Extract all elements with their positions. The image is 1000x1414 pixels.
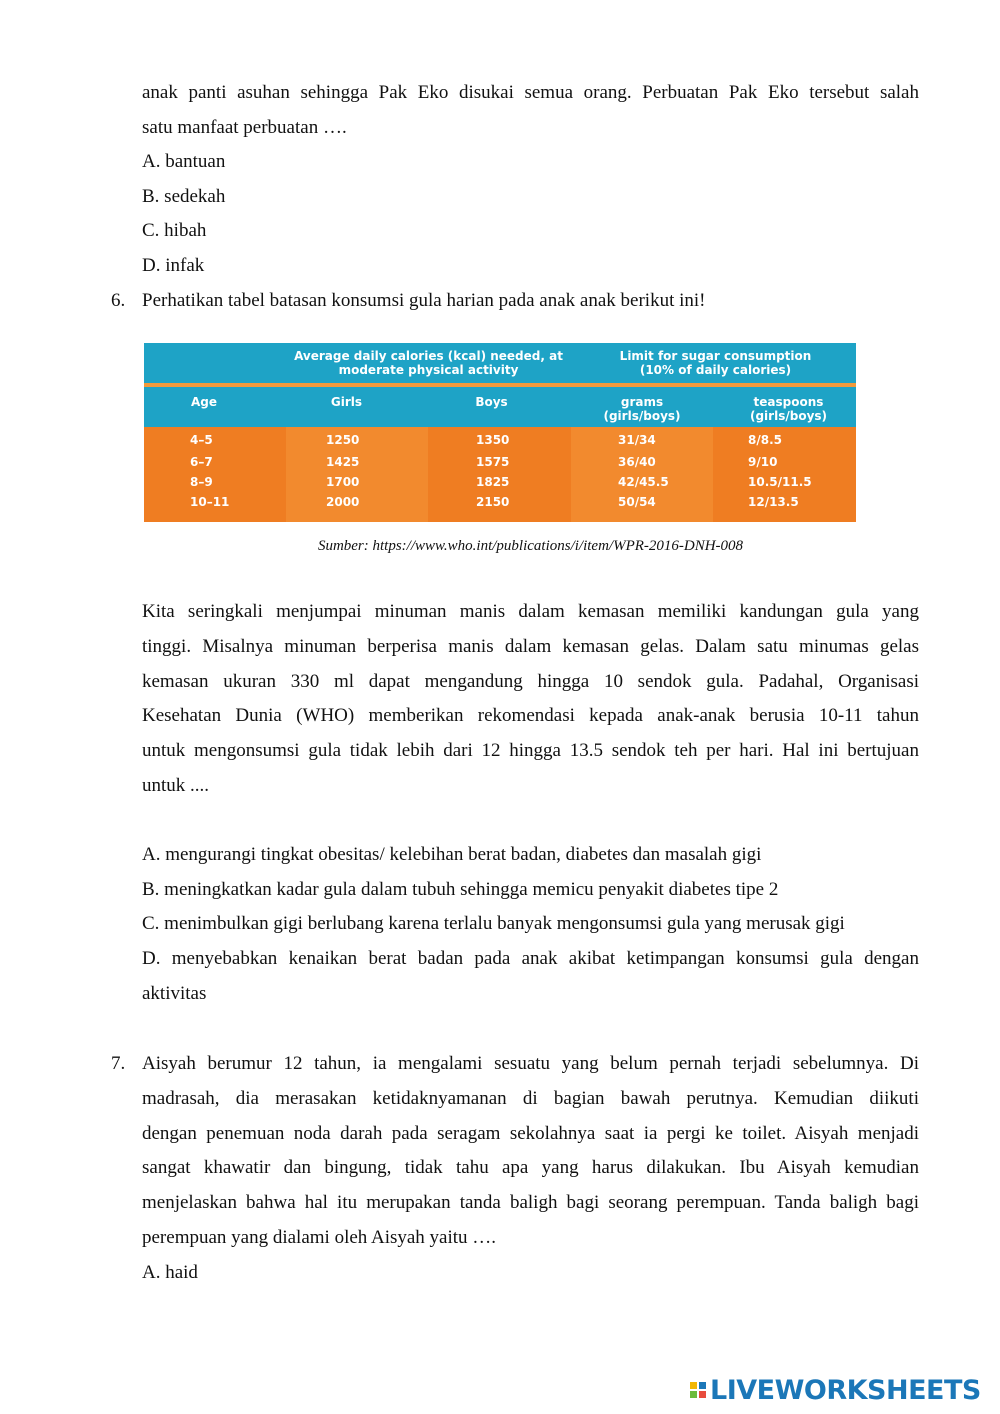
q7-paragraph-line: menjelaskan bahwa hal itu merupakan tanda baligh bagi seorang perempuan. Tanda baligh bagi: [142, 1192, 919, 1213]
q6-paragraph-line: Kita seringkali menjumpai minuman manis dalam kemasan memiliki kandungan gula yang: [142, 601, 919, 622]
table-cell: 1425: [326, 455, 360, 469]
q6-paragraph-line: untuk ....: [142, 775, 210, 796]
q7-paragraph-line: perempuan yang dialami oleh Aisyah yaitu ….: [142, 1227, 497, 1248]
logo-text: LIVEWORKSHEETS: [710, 1374, 981, 1406]
q5-option-b[interactable]: B. sedekah: [142, 186, 226, 207]
q7-number: 7.: [111, 1053, 126, 1074]
table-cell: 6–7: [190, 455, 213, 469]
q7-paragraph-line: dengan penemuan noda darah pada seragam sekolahnya saat ia pergi ke toilet. Aisyah menjadi: [142, 1123, 919, 1144]
q6-prompt: Perhatikan tabel batasan konsumsi gula harian pada anak anak berikut ini!: [142, 290, 706, 311]
table-cell: 1700: [326, 475, 360, 489]
table-cell: 10–11: [190, 495, 230, 509]
q6-option-d[interactable]: D. menyebabkan kenaikan berat badan pada anak akibat ketimpangan konsumsi gula dengan: [142, 948, 919, 969]
table-cell: 4–5: [190, 433, 213, 447]
q6-paragraph-line: untuk mengonsumsi gula tidak lebih dari 12 hingga 13.5 sendok teh per hari. Hal ini bertujuan: [142, 740, 919, 761]
q6-option-b[interactable]: B. meningkatkan kadar gula dalam tubuh sehingga memicu penyakit diabetes tipe 2: [142, 879, 779, 900]
table-cell: 2000: [326, 495, 360, 509]
q5-option-a[interactable]: A. bantuan: [142, 151, 226, 172]
table-cell: 8–9: [190, 475, 213, 489]
q5-stem-line: anak panti asuhan sehingga Pak Eko disukai semua orang. Perbuatan Pak Eko tersebut salah: [142, 82, 919, 103]
table-cell: 9/10: [748, 455, 778, 469]
table-cell: 1825: [476, 475, 510, 489]
table-header-girls: Girls: [330, 395, 363, 409]
q7-paragraph-line: sangat khawatir dan bingung, tidak tahu apa yang harus dilakukan. Ibu Aisyah kemudian: [142, 1157, 919, 1178]
table-cell: 1575: [476, 455, 510, 469]
q5-option-c[interactable]: C. hibah: [142, 220, 207, 241]
table-cell: 8/8.5: [748, 433, 782, 447]
table-cell: 31/34: [618, 433, 656, 447]
logo-tile: [690, 1391, 697, 1398]
table-cell: 36/40: [618, 455, 656, 469]
q7-paragraph-line: madrasah, dia merasakan ketidaknyamanan di bagian bawah perutnya. Kemudian diikuti: [142, 1088, 919, 1109]
table-cell: 1250: [326, 433, 360, 447]
logo-tile: [699, 1391, 706, 1398]
q7-option-a[interactable]: A. haid: [142, 1262, 198, 1283]
table-cell: 2150: [476, 495, 510, 509]
q6-paragraph-line: Kesehatan Dunia (WHO) memberikan rekomendasi kepada anak-anak berusia 10-11 tahun: [142, 705, 919, 726]
table-header-age: Age: [190, 395, 217, 409]
table-header-boys: Boys: [475, 395, 508, 409]
table-cell: 42/45.5: [618, 475, 669, 489]
logo-tile: [699, 1382, 706, 1389]
table-cell: 10.5/11.5: [748, 475, 812, 489]
logo-tile: [690, 1382, 697, 1389]
table-cell: 50/54: [618, 495, 656, 509]
q6-option-a[interactable]: A. mengurangi tingkat obesitas/ kelebihan berat badan, diabetes dan masalah gigi: [142, 844, 762, 865]
liveworksheets-logo[interactable]: [690, 1372, 981, 1408]
q6-option-c[interactable]: C. menimbulkan gigi berlubang karena terlalu banyak mengonsumsi gula yang merusak gigi: [142, 913, 845, 934]
q7-paragraph-line: Aisyah berumur 12 tahun, ia mengalami sesuatu yang belum pernah terjadi sebelumnya. Di: [142, 1053, 919, 1074]
q6-paragraph-line: tinggi. Misalnya minuman berperisa manis dalam kemasan gelas. Dalam satu minumas gelas: [142, 636, 919, 657]
q5-option-d[interactable]: D. infak: [142, 255, 205, 276]
table-group-header-sugar: Limit for sugar consumption (10% of daily calories): [619, 349, 812, 377]
q6-number: 6.: [111, 290, 126, 311]
table-header-teaspoons: teaspoons (girls/boys): [749, 395, 828, 423]
q6-option-d-continued[interactable]: aktivitas: [142, 983, 207, 1004]
sugar-limit-table: [144, 343, 856, 522]
table-cell: 1350: [476, 433, 510, 447]
logo-tiles-icon: [690, 1382, 706, 1398]
table-source-caption: Sumber: https://www.who.int/publications/i/item/WPR-2016-DNH-008: [317, 538, 744, 554]
table-cell: 12/13.5: [748, 495, 799, 509]
table-group-header-calories: Average daily calories (kcal) needed, at moderate physical activity: [294, 349, 563, 377]
table-header-grams: grams (girls/boys): [603, 395, 681, 423]
q6-paragraph-line: kemasan ukuran 330 ml dapat mengandung hingga 10 sendok gula. Padahal, Organisasi: [142, 671, 919, 692]
q5-stem-line: satu manfaat perbuatan ….: [142, 117, 347, 138]
